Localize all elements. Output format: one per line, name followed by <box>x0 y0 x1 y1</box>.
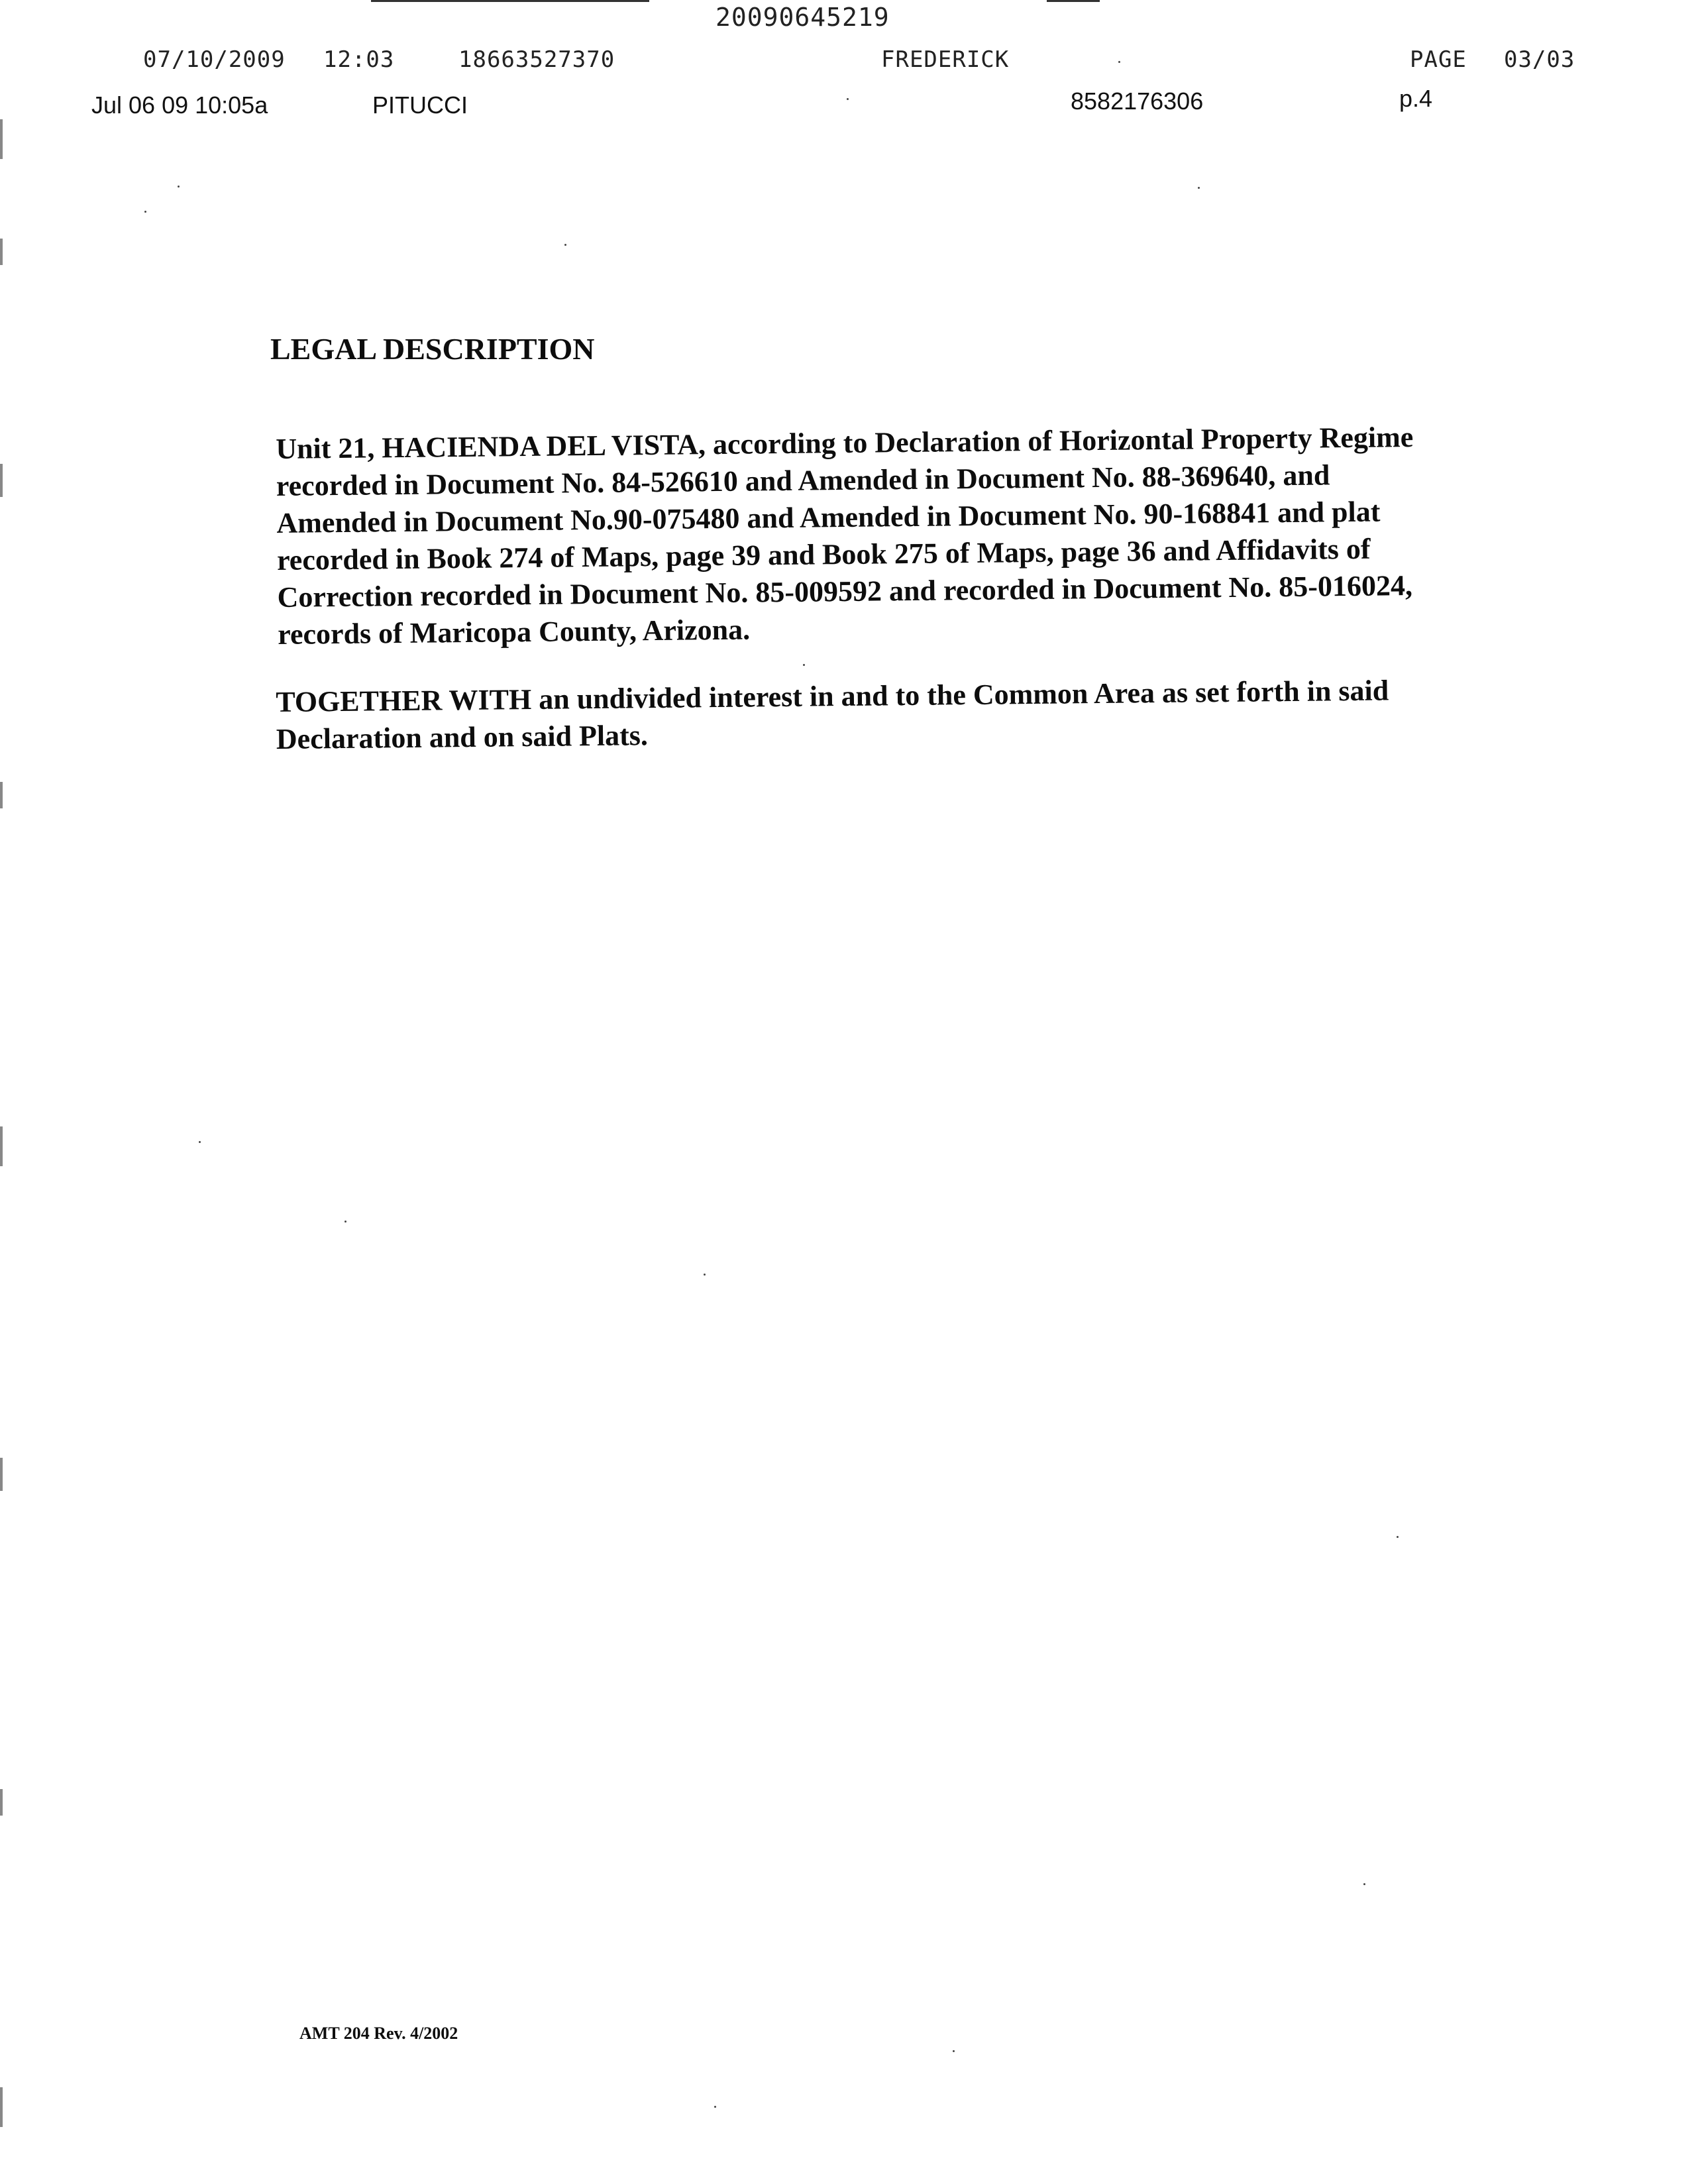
scan-left-edge <box>0 1458 3 1491</box>
scan-speck <box>803 664 805 666</box>
scan-left-edge <box>0 239 3 265</box>
fax-page-number: 03/03 <box>1504 46 1575 73</box>
scan-speck <box>178 186 180 188</box>
together-with-paragraph: TOGETHER WITH an undivided interest in and to the Common Area as set forth in said Declaration and on said Plats. <box>276 674 1389 755</box>
scan-left-edge <box>0 782 3 808</box>
legal-description-heading: LEGAL DESCRIPTION <box>270 332 595 366</box>
fax-time: 12:03 <box>323 46 395 73</box>
scan-left-edge <box>0 464 3 497</box>
fax-sender: FREDERICK <box>881 46 1010 73</box>
fax2-page: p.4 <box>1399 85 1433 112</box>
legal-description-paragraph: Unit 21, HACIENDA DEL VISTA, according to Declaration of Horizontal Property Regime recorded in Document No. 84-526610 and Amended in Document No. 88-369640, and Amended in Document No.90-075480 and Amended in Document No. 90-168841 and plat recorded in Book 274 of Maps, page 39 and Book 275 of Maps, page 36 and Affidavits of Correction recorded in Document No. 85-009592 and recorded in Document No. 85-016024, records of Maricopa County, Arizona. <box>276 421 1414 651</box>
scan-speck <box>1118 61 1120 63</box>
scan-left-edge <box>0 2087 3 2127</box>
scan-speck <box>344 1221 346 1223</box>
scan-left-edge <box>0 119 3 159</box>
fax2-sender: PITUCCI <box>372 91 468 119</box>
scan-speck <box>199 1141 201 1143</box>
fax-page-label: PAGE <box>1410 46 1467 73</box>
scan-speck <box>1363 1883 1365 1885</box>
fax-phone: 18663527370 <box>458 46 615 73</box>
scan-top-rule <box>1047 0 1100 2</box>
fax2-datetime: Jul 06 09 10:05a <box>91 91 268 119</box>
scan-speck <box>564 244 566 246</box>
scan-speck <box>953 2050 955 2052</box>
scan-speck <box>1397 1536 1399 1538</box>
fax2-phone: 8582176306 <box>1071 87 1204 115</box>
scan-speck <box>704 1274 706 1276</box>
scan-left-edge <box>0 1789 3 1816</box>
scan-speck <box>714 2106 716 2108</box>
scan-left-edge <box>0 1126 3 1166</box>
scan-speck <box>1198 187 1200 189</box>
scan-speck <box>847 98 849 100</box>
document-number: 20090645219 <box>716 3 890 32</box>
fax-date: 07/10/2009 <box>143 46 286 73</box>
form-revision-footer: AMT 204 Rev. 4/2002 <box>299 2024 458 2043</box>
scan-top-rule <box>371 0 649 2</box>
scan-speck <box>144 211 146 213</box>
